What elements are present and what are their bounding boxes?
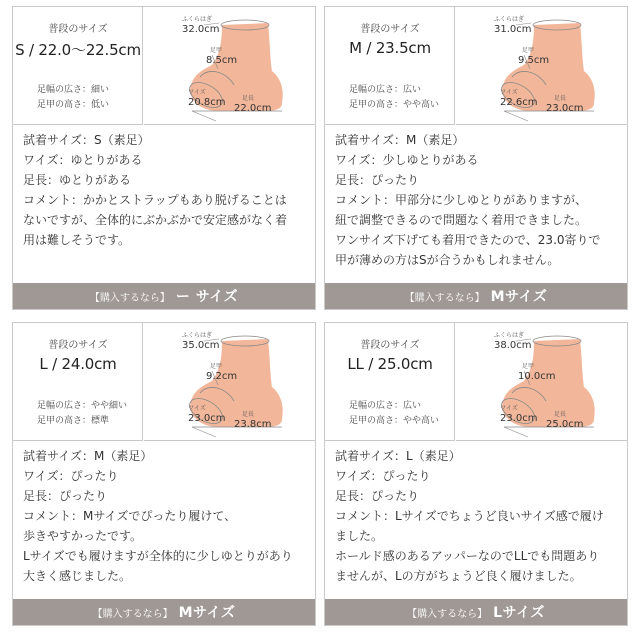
foot-icon (456, 7, 628, 125)
review-line: 足長：ゆとりがある (23, 173, 132, 187)
foot-traits (349, 399, 439, 429)
calf-label: ふくらはぎ (494, 332, 525, 339)
wise-label: ワイズ (188, 405, 206, 412)
length-value: 25.0cm (546, 419, 584, 430)
usual-size-value: L / 24.0cm (39, 355, 117, 373)
review-line: 試着サイズ：S（素足） (23, 133, 150, 147)
calf-value: 38.0cm (494, 340, 532, 351)
fitting-review (335, 130, 623, 270)
fitting-review (335, 446, 623, 586)
fitting-review (23, 446, 311, 586)
foot-instep-line: 足甲の高さ：標準 (37, 416, 110, 426)
recommended-size: Mサイズ (178, 605, 236, 621)
recommend-prefix: 【購入するなら】 (92, 608, 173, 620)
calf-value: 31.0cm (494, 24, 532, 35)
length-label: 足長 (554, 95, 567, 102)
size-review-card (324, 6, 628, 310)
length-value: 23.8cm (234, 419, 272, 430)
calf-label: ふくらはぎ (494, 16, 525, 23)
review-line: 試着サイズ：M（素足） (335, 133, 465, 147)
length-label: 足長 (242, 411, 255, 418)
review-line: ワイズ：ぴったり (335, 469, 431, 483)
review-line: ワイズ：ゆとりがある (23, 153, 143, 167)
usual-size-panel (13, 7, 143, 125)
usual-size-panel (13, 323, 143, 441)
review-comment: コメント：Lサイズでちょうど良いサイズ感で履け ました。 ホールド感のあるアッパーなのでLLでも問題あり ませんが、Lの方がちょうど良く履けました。 (335, 509, 604, 583)
foot-width-line: 足幅の広さ：広い (349, 85, 422, 95)
wise-label: ワイズ (500, 405, 518, 412)
wise-value: 23.0cm (188, 413, 226, 424)
length-value: 22.0cm (234, 103, 272, 114)
recommended-size-bar (325, 599, 627, 625)
size-review-card (12, 322, 316, 626)
foot-icon (456, 323, 628, 441)
size-review-card (324, 322, 628, 626)
size-review-card (12, 6, 316, 310)
foot-width-line: 足幅の広さ：細い (37, 85, 110, 95)
review-comment: コメント：Mサイズでぴったり履けて、 歩きやすかったです。 Lサイズでも履けますが全体的に少しゆとりがあり 大きく感じました。 (23, 509, 293, 583)
review-line: 試着サイズ：L（素足） (335, 449, 461, 463)
review-line: 試着サイズ：M（素足） (23, 449, 153, 463)
length-label: 足長 (242, 95, 255, 102)
instep-label: 足甲 (522, 363, 535, 370)
usual-size-label: 普段のサイズ (360, 340, 420, 351)
usual-size-panel (325, 323, 455, 441)
usual-size-label: 普段のサイズ (360, 24, 420, 35)
wise-label: ワイズ (500, 89, 518, 96)
wise-value: 23.0cm (500, 413, 538, 424)
foot-measurement-illustration (144, 323, 316, 441)
foot-icon (144, 7, 316, 125)
recommended-size: Lサイズ (493, 605, 545, 621)
foot-width-line: 足幅の広さ：広い (349, 401, 422, 411)
calf-value: 35.0cm (182, 340, 220, 351)
review-line: 足長：ぴったり (335, 173, 420, 187)
fitting-review (23, 130, 311, 250)
instep-value: 9.5cm (518, 55, 550, 66)
usual-size-panel (325, 7, 455, 125)
recommended-size-bar (325, 283, 627, 309)
foot-traits (349, 83, 439, 113)
calf-label: ふくらはぎ (182, 16, 213, 23)
instep-value: 8.5cm (206, 55, 238, 66)
foot-icon (144, 323, 316, 441)
instep-label: 足甲 (522, 47, 535, 54)
length-label: 足長 (554, 411, 567, 418)
review-line: ワイズ：ぴったり (23, 469, 119, 483)
instep-value: 10.0cm (518, 371, 556, 382)
foot-traits (37, 83, 109, 113)
review-line: ワイズ：少しゆとりがある (335, 153, 479, 167)
foot-instep-line: 足甲の高さ：やや高い (349, 100, 440, 110)
instep-label: 足甲 (210, 363, 223, 370)
wise-value: 20.8cm (188, 97, 226, 108)
wise-label: ワイズ (188, 89, 206, 96)
review-comment: コメント：かかとストラップもあり脱げることは ないですが、全体的にぶかぶかで安定感がなく着 用は難しそうです。 (23, 193, 288, 247)
recommended-size: ー サイズ (175, 289, 239, 305)
usual-size-label: 普段のサイズ (48, 340, 108, 351)
foot-instep-line: 足甲の高さ：やや高い (349, 416, 440, 426)
review-comment: コメント：甲部分に少しゆとりがありますが、 紐で調整できるので問題なく着用できました。 ワンサイズ下げても着用できたので、23.0寄りで 甲が薄めの方はSが合うかもしれません。 (335, 193, 601, 267)
instep-value: 9.2cm (206, 371, 238, 382)
length-value: 23.0cm (546, 103, 584, 114)
foot-measurement-illustration (456, 7, 628, 125)
recommended-size: Mサイズ (490, 289, 548, 305)
wise-value: 22.6cm (500, 97, 538, 108)
calf-value: 32.0cm (182, 24, 220, 35)
foot-measurement-illustration (456, 323, 628, 441)
usual-size-value: S / 22.0〜22.5cm (15, 41, 141, 59)
instep-label: 足甲 (210, 47, 223, 54)
foot-width-line: 足幅の広さ：やや細い (37, 401, 128, 411)
recommend-prefix: 【購入するなら】 (407, 608, 488, 620)
usual-size-label: 普段のサイズ (48, 24, 108, 35)
recommended-size-bar (13, 283, 315, 309)
usual-size-value: LL / 25.0cm (347, 355, 433, 373)
recommended-size-bar (13, 599, 315, 625)
foot-instep-line: 足甲の高さ：低い (37, 100, 110, 110)
calf-label: ふくらはぎ (182, 332, 213, 339)
usual-size-value: M / 23.5cm (349, 39, 431, 57)
review-line: 足長：ぴったり (23, 489, 108, 503)
recommend-prefix: 【購入するなら】 (89, 292, 170, 304)
foot-traits (37, 399, 127, 429)
foot-measurement-illustration (144, 7, 316, 125)
recommend-prefix: 【購入するなら】 (404, 292, 485, 304)
review-line: 足長：ぴったり (335, 489, 420, 503)
